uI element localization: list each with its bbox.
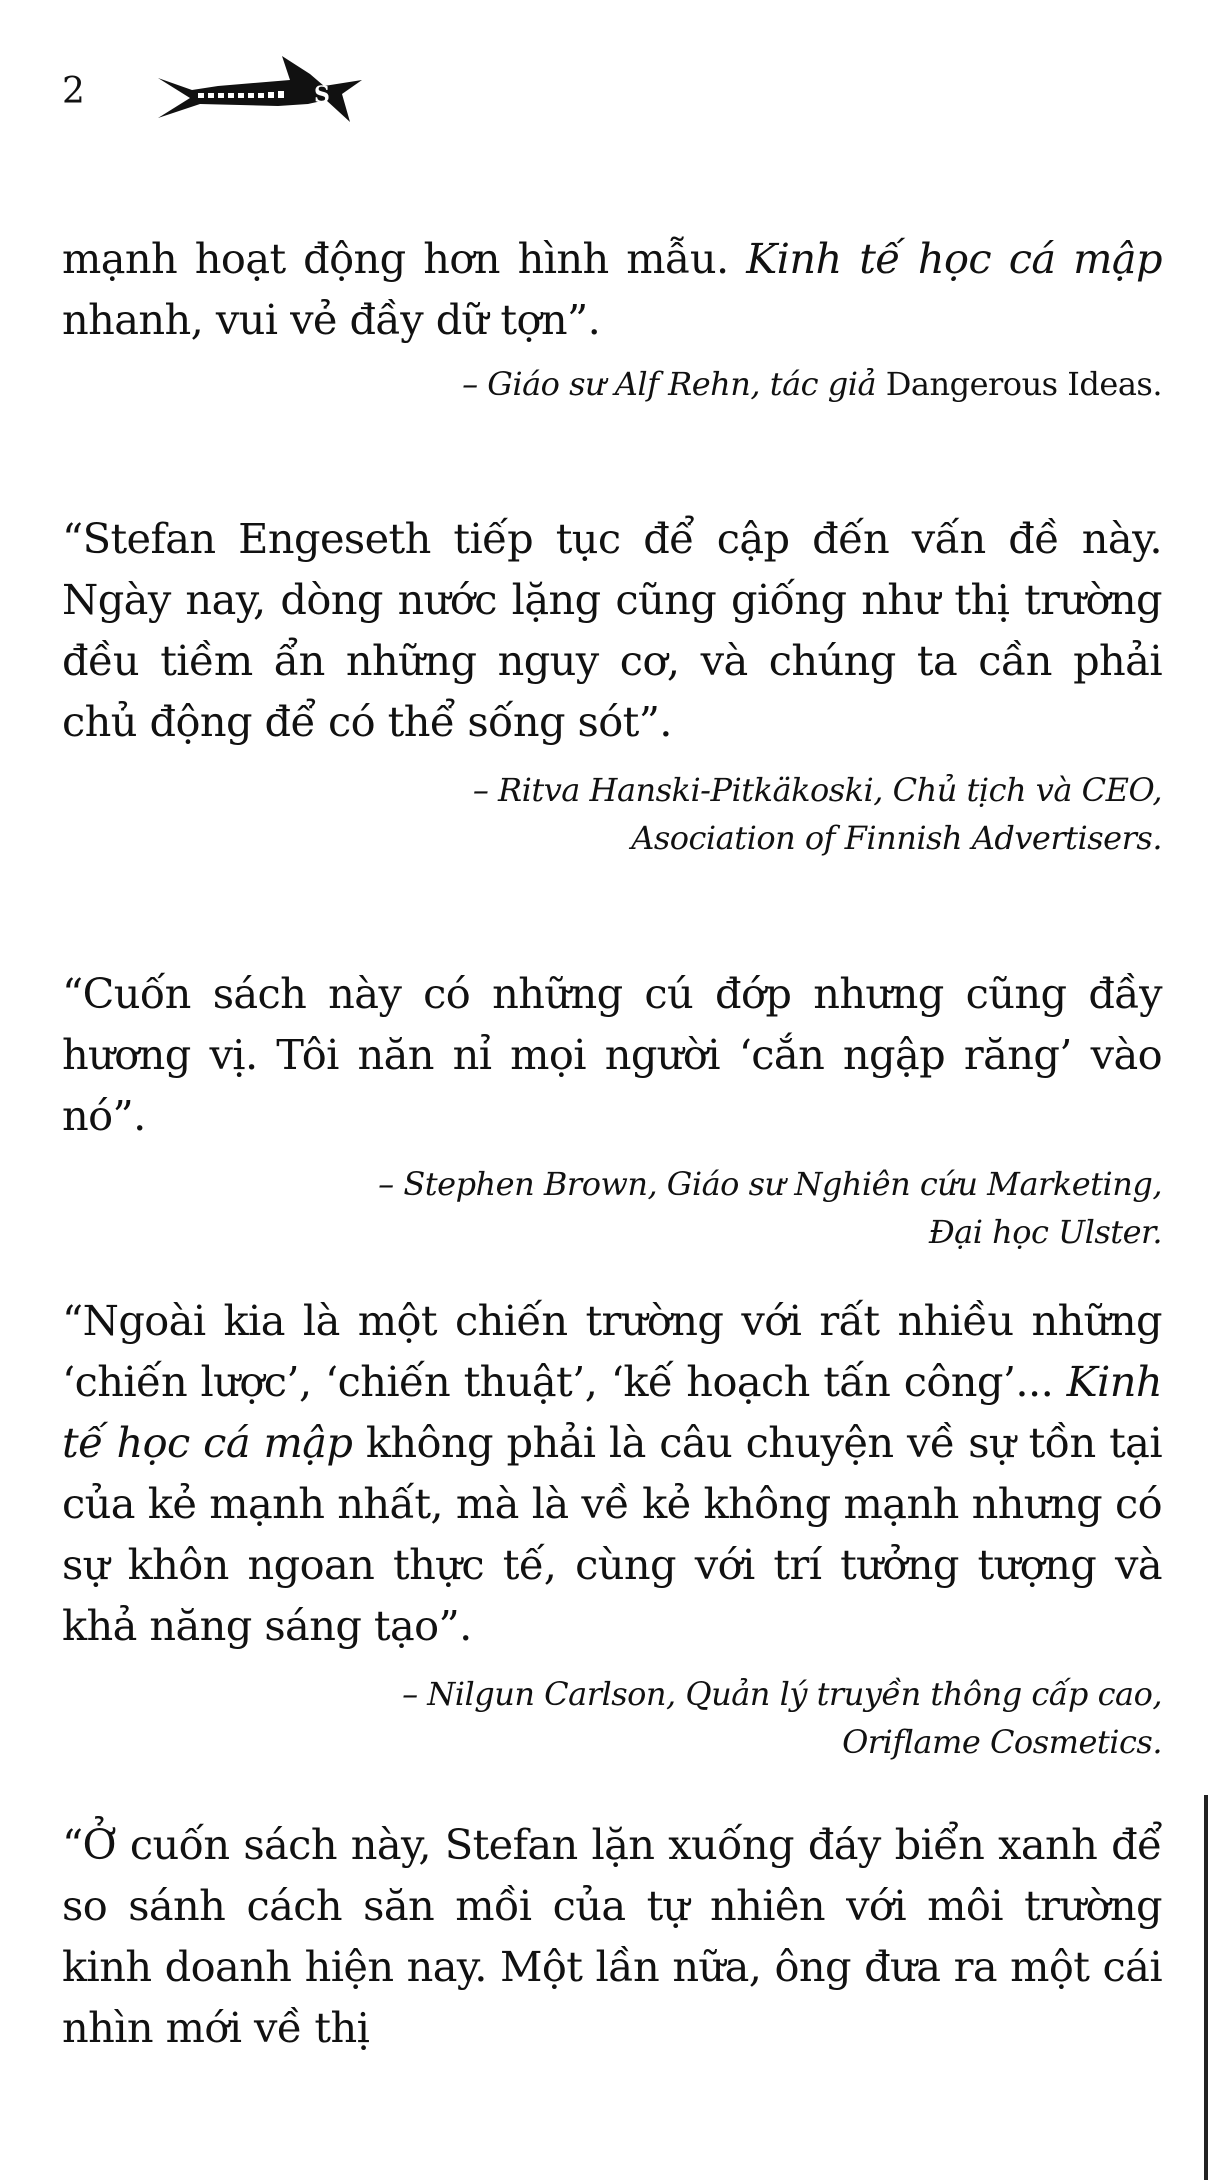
quote-block-3 [62, 963, 1162, 1256]
scan-edge-line [1204, 1795, 1208, 2180]
quote-attribution: – Ritva Hanski-Pitkäkoski, Chủ tịch và CEO, Asociation of Finnish Advertisers. [472, 771, 1162, 857]
quote-block-5 [62, 1814, 1162, 2058]
quote-block-4 [62, 1290, 1162, 1766]
quote-attribution: – Giáo sư Alf Rehn, tác giả Dangerous Ideas. [462, 365, 1162, 403]
quote-attribution: – Stephen Brown, Giáo sư Nghiên cứu Marketing, Đại học Ulster. [378, 1165, 1162, 1251]
quote-block-1 [62, 228, 1162, 408]
quote-attribution: – Nilgun Carlson, Quản lý truyền thông cấp cao, Oriflame Cosmetics. [402, 1675, 1162, 1761]
quote-text: “Cuốn sách này có những cú đớp nhưng cũng đầy hương vị. Tôi năn nỉ mọi người ‘cắn ngập răng’ vào nó”. [62, 969, 1162, 1140]
shark-logo-icon [158, 56, 368, 136]
quote-text: “Stefan Engeseth tiếp tục để cập đến vấn đề này. Ngày nay, dòng nước lặng cũng giống như thị trường đều tiềm ẩn những nguy cơ, và chúng ta cần phải chủ động để có thể sống sót”. [62, 514, 1162, 746]
logo-letter: S [314, 82, 330, 108]
quote-block-2 [62, 508, 1162, 862]
quote-text: “Ở cuốn sách này, Stefan lặn xuống đáy biển xanh để so sánh cách săn mồi của tự nhiên với môi trường kinh doanh hiện nay. Một lần nữa, ông đưa ra một cái nhìn mới về thị [62, 1820, 1162, 2052]
page-number: 2 [62, 71, 85, 112]
quote-text: mạnh hoạt động hơn hình mẫu. Kinh tế học cá mập nhanh, vui vẻ đầy dữ tợn”. [62, 234, 1163, 344]
quote-text: “Ngoài kia là một chiến trường với rất nhiều những ‘chiến lược’, ‘chiến thuật’, ‘kế hoạch tấn công’... Kinh tế học cá mập không phải là câu chuyện về sự tồn tại của kẻ mạnh nhất, mà là về kẻ không mạnh nhưng có sự khôn ngoan thực tế, cùng với trí tưởng tượng và khả năng sáng tạo”. [62, 1296, 1162, 1650]
